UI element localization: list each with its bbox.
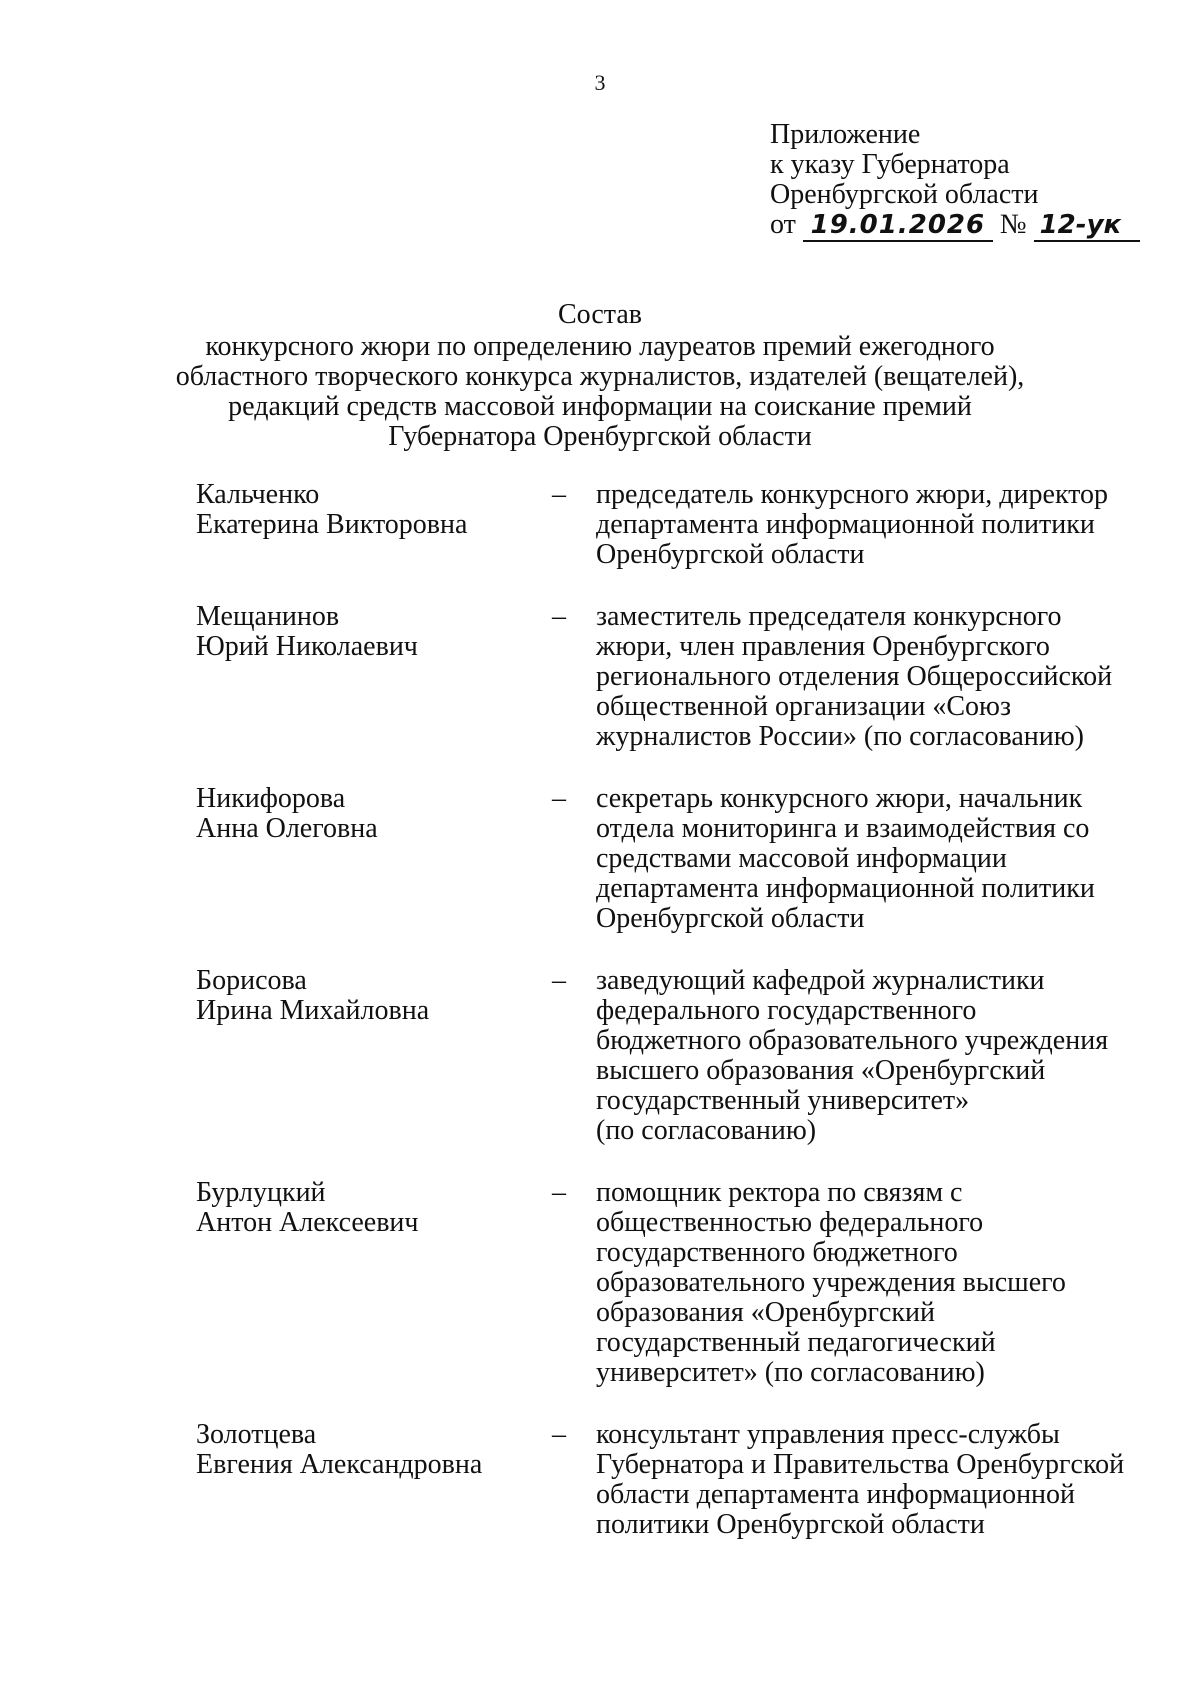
role-line: политики Оренбургской области <box>596 1509 985 1540</box>
member-name <box>196 1178 536 1238</box>
role-line: бюджетного образовательного учреждения <box>596 1025 1109 1056</box>
handwritten-date: 19.01.2026 <box>803 210 993 242</box>
jury-member <box>196 602 1156 752</box>
role-line: общественностью федерального <box>596 1207 984 1238</box>
dash-separator: – <box>552 1177 566 1208</box>
title-line: редакций средств массовой информации на соискание премий <box>228 391 972 422</box>
role-line: образовательного учреждения высшего <box>596 1267 1066 1298</box>
title-line: конкурсного жюри по определению лауреатов премий ежегодного <box>205 331 995 362</box>
member-surname: Никифорова <box>196 783 346 814</box>
member-surname: Борисова <box>196 965 307 996</box>
dash-separator: – <box>552 965 566 996</box>
member-given-names: Антон Алексеевич <box>196 1207 419 1238</box>
number-label: № <box>999 209 1027 240</box>
role-line: департамента информационной политики <box>596 873 1095 904</box>
role-line: консультант управления пресс-службы <box>596 1419 1060 1450</box>
page-number: 3 <box>594 70 606 95</box>
member-given-names: Анна Олеговна <box>196 813 378 844</box>
member-given-names: Юрий Николаевич <box>196 631 418 662</box>
member-name <box>196 784 536 844</box>
jury-member <box>196 1178 1156 1388</box>
member-surname: Золотцева <box>196 1419 317 1450</box>
member-surname: Бурлуцкий <box>196 1177 326 1208</box>
role-line: заведующий кафедрой журналистики <box>596 965 1045 996</box>
role-line: государственного бюджетного <box>596 1237 958 1268</box>
member-role <box>596 480 1156 570</box>
member-name <box>196 480 536 540</box>
member-given-names: Ирина Михайловна <box>196 995 430 1026</box>
role-line: Губернатора и Правительства Оренбургской <box>596 1449 1125 1480</box>
jury-member <box>196 966 1156 1146</box>
appendix-date-number-line <box>770 210 1140 242</box>
member-role <box>596 784 1156 934</box>
appendix-title: Приложение <box>770 119 921 150</box>
role-line: жюри, член правления Оренбургского <box>596 631 1050 662</box>
role-line: средствами массовой информации <box>596 843 1007 874</box>
role-line: Оренбургской области <box>596 903 865 934</box>
dash-separator: – <box>552 479 566 510</box>
role-line: отдела мониторинга и взаимодействия со <box>596 813 1090 844</box>
title-line: областного творческого конкурса журналистов, издателей (вещателей), <box>175 361 1025 392</box>
role-line: председатель конкурсного жюри, директор <box>596 479 1109 510</box>
role-line: (по согласованию) <box>596 1115 817 1146</box>
role-line: секретарь конкурсного жюри, начальник <box>596 783 1083 814</box>
member-surname: Кальченко <box>196 479 320 510</box>
role-line: Оренбургской области <box>596 539 865 570</box>
member-role <box>596 602 1156 752</box>
document-title <box>0 300 1200 452</box>
role-line: области департамента информационной <box>596 1479 1076 1510</box>
appendix-region: Оренбургской области <box>770 179 1039 210</box>
role-line: федерального государственного <box>596 995 977 1026</box>
member-name <box>196 1420 536 1480</box>
appendix-decree-ref: к указу Губернатора <box>770 149 1010 180</box>
appendix-header <box>770 120 1140 242</box>
jury-member <box>196 480 1156 570</box>
role-line: помощник ректора по связям с <box>596 1177 963 1208</box>
dash-separator: – <box>552 783 566 814</box>
role-line: департамента информационной политики <box>596 509 1095 540</box>
title-line: Губернатора Оренбургской области <box>388 421 812 452</box>
role-line: общественной организации «Союз <box>596 691 1012 722</box>
title-heading: Состав <box>557 299 643 330</box>
role-line: журналистов России» (по согласованию) <box>596 721 1084 752</box>
member-role <box>596 1178 1156 1388</box>
dash-separator: – <box>552 601 566 632</box>
jury-member <box>196 784 1156 934</box>
jury-members-list <box>196 480 1156 1540</box>
role-line: университет» (по согласованию) <box>596 1357 985 1388</box>
from-label: от <box>770 209 796 240</box>
member-role <box>596 966 1156 1146</box>
role-line: заместитель председателя конкурсного <box>596 601 1062 632</box>
member-given-names: Евгения Александровна <box>196 1449 483 1480</box>
role-line: высшего образования «Оренбургский <box>596 1055 1046 1086</box>
role-line: государственный педагогический <box>596 1327 996 1358</box>
role-line: образования «Оренбургский <box>596 1297 935 1328</box>
jury-member <box>196 1420 1156 1540</box>
role-line: государственный университет» <box>596 1085 970 1116</box>
role-line: регионального отделения Общероссийской <box>596 661 1113 692</box>
member-name <box>196 602 536 662</box>
member-given-names: Екатерина Викторовна <box>196 509 468 540</box>
member-name <box>196 966 536 1026</box>
dash-separator: – <box>552 1419 566 1450</box>
member-surname: Мещанинов <box>196 601 340 632</box>
member-role <box>596 1420 1156 1540</box>
handwritten-number: 12-ук <box>1034 210 1140 242</box>
